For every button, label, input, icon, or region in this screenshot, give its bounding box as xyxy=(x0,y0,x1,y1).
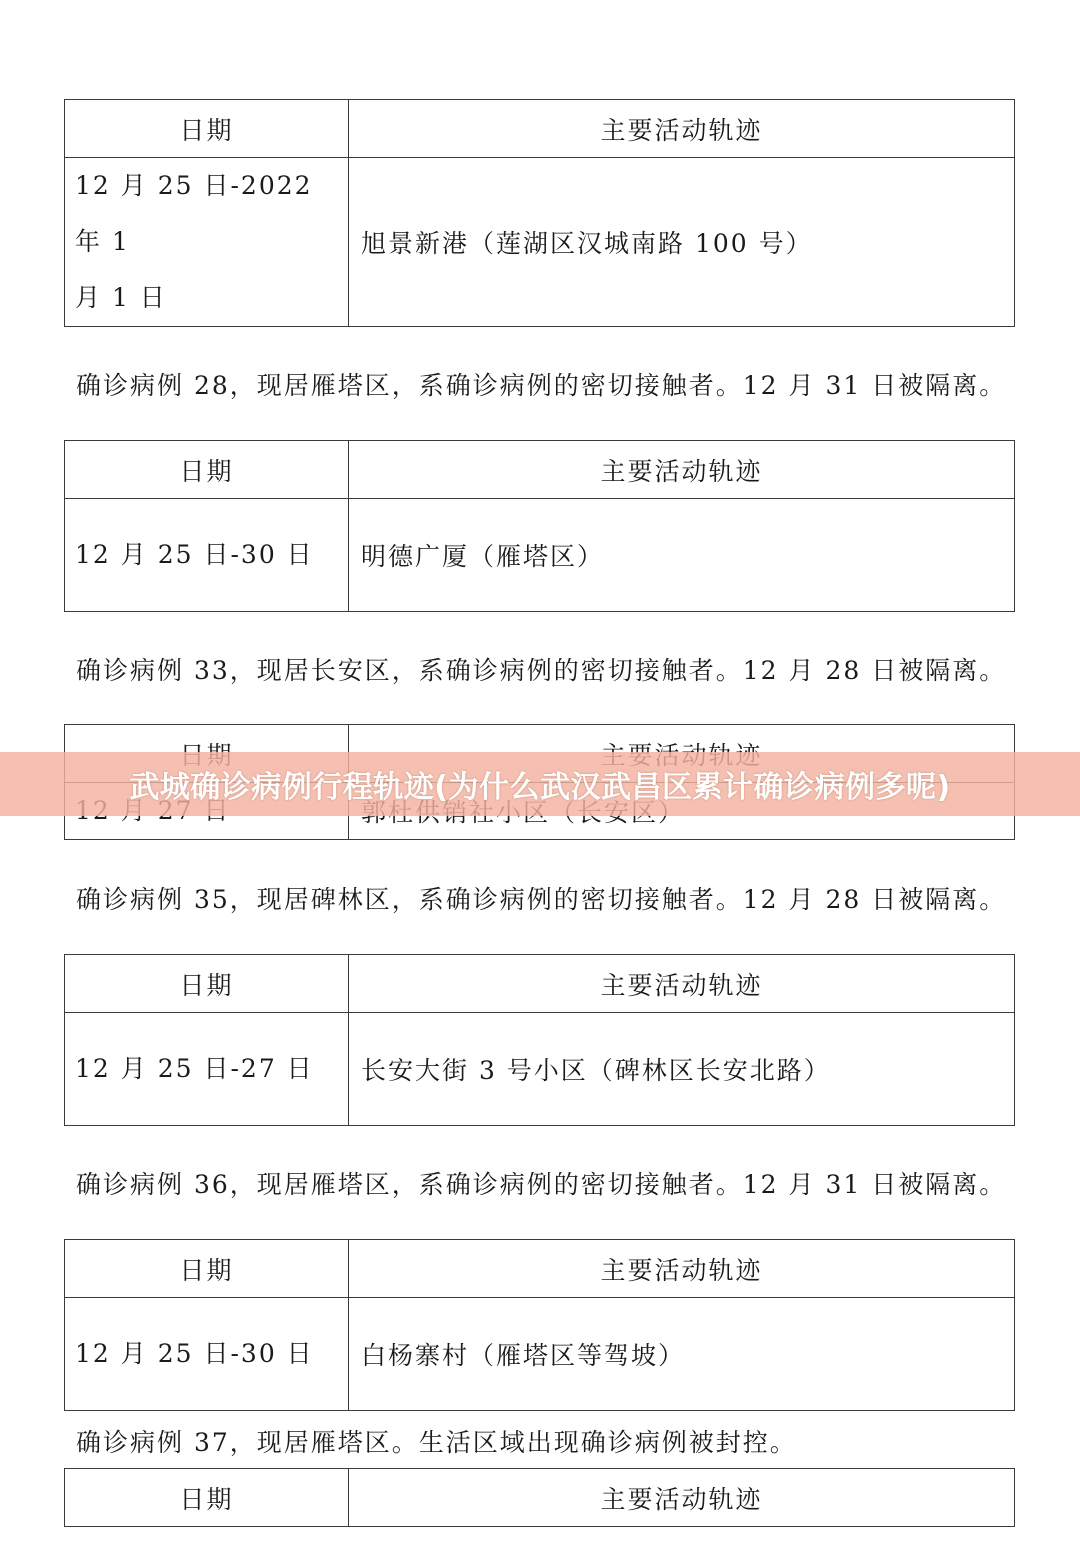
date-cell: 12 月 25 日-30 日 xyxy=(65,1298,349,1411)
place-cell: 长安大街 3 号小区（碑林区长安北路） xyxy=(349,1013,1015,1126)
title-banner xyxy=(0,752,1080,816)
date-cell: 12 月 25 日-27 日 xyxy=(65,1013,349,1126)
track-header: 主要活动轨迹 xyxy=(349,1469,1015,1527)
place-cell: 明德广厦（雁塔区） xyxy=(349,499,1015,612)
case-description: 确诊病例 28，现居雁塔区，系确诊病例的密切接触者。12 月 31 日被隔离。 xyxy=(76,371,1007,400)
case-description: 确诊病例 35，现居碑林区，系确诊病例的密切接触者。12 月 28 日被隔离。 xyxy=(76,885,1007,914)
track-table-5 xyxy=(64,1239,1015,1411)
track-table-6 xyxy=(64,1468,1015,1527)
track-table-4 xyxy=(64,954,1015,1126)
case-description: 确诊病例 37，现居雁塔区。生活区域出现确诊病例被封控。 xyxy=(76,1428,797,1457)
date-header: 日期 xyxy=(65,955,349,1013)
date-line-2: 月 1 日 xyxy=(75,283,167,312)
track-table-2 xyxy=(64,440,1015,612)
case-description: 确诊病例 36，现居雁塔区，系确诊病例的密切接触者。12 月 31 日被隔离。 xyxy=(76,1170,1007,1199)
date-cell: 12 月 25 日-30 日 xyxy=(65,499,349,612)
date-cell xyxy=(65,158,349,327)
date-line-1: 12 月 25 日-2022 年 1 xyxy=(75,171,313,256)
track-header: 主要活动轨迹 xyxy=(349,441,1015,499)
track-table-1 xyxy=(64,99,1015,327)
track-header: 主要活动轨迹 xyxy=(349,100,1015,158)
date-header: 日期 xyxy=(65,1240,349,1298)
banner-title: 武城确诊病例行程轨迹(为什么武汉武昌区累计确诊病例多呢) xyxy=(129,770,951,805)
case-description: 确诊病例 33，现居长安区，系确诊病例的密切接触者。12 月 28 日被隔离。 xyxy=(76,656,1007,685)
track-header: 主要活动轨迹 xyxy=(349,955,1015,1013)
date-header: 日期 xyxy=(65,100,349,158)
track-header: 主要活动轨迹 xyxy=(349,1240,1015,1298)
date-header: 日期 xyxy=(65,441,349,499)
place-cell: 旭景新港（莲湖区汉城南路 100 号） xyxy=(349,158,1015,327)
date-header: 日期 xyxy=(65,1469,349,1527)
place-cell: 白杨寨村（雁塔区等驾坡） xyxy=(349,1298,1015,1411)
